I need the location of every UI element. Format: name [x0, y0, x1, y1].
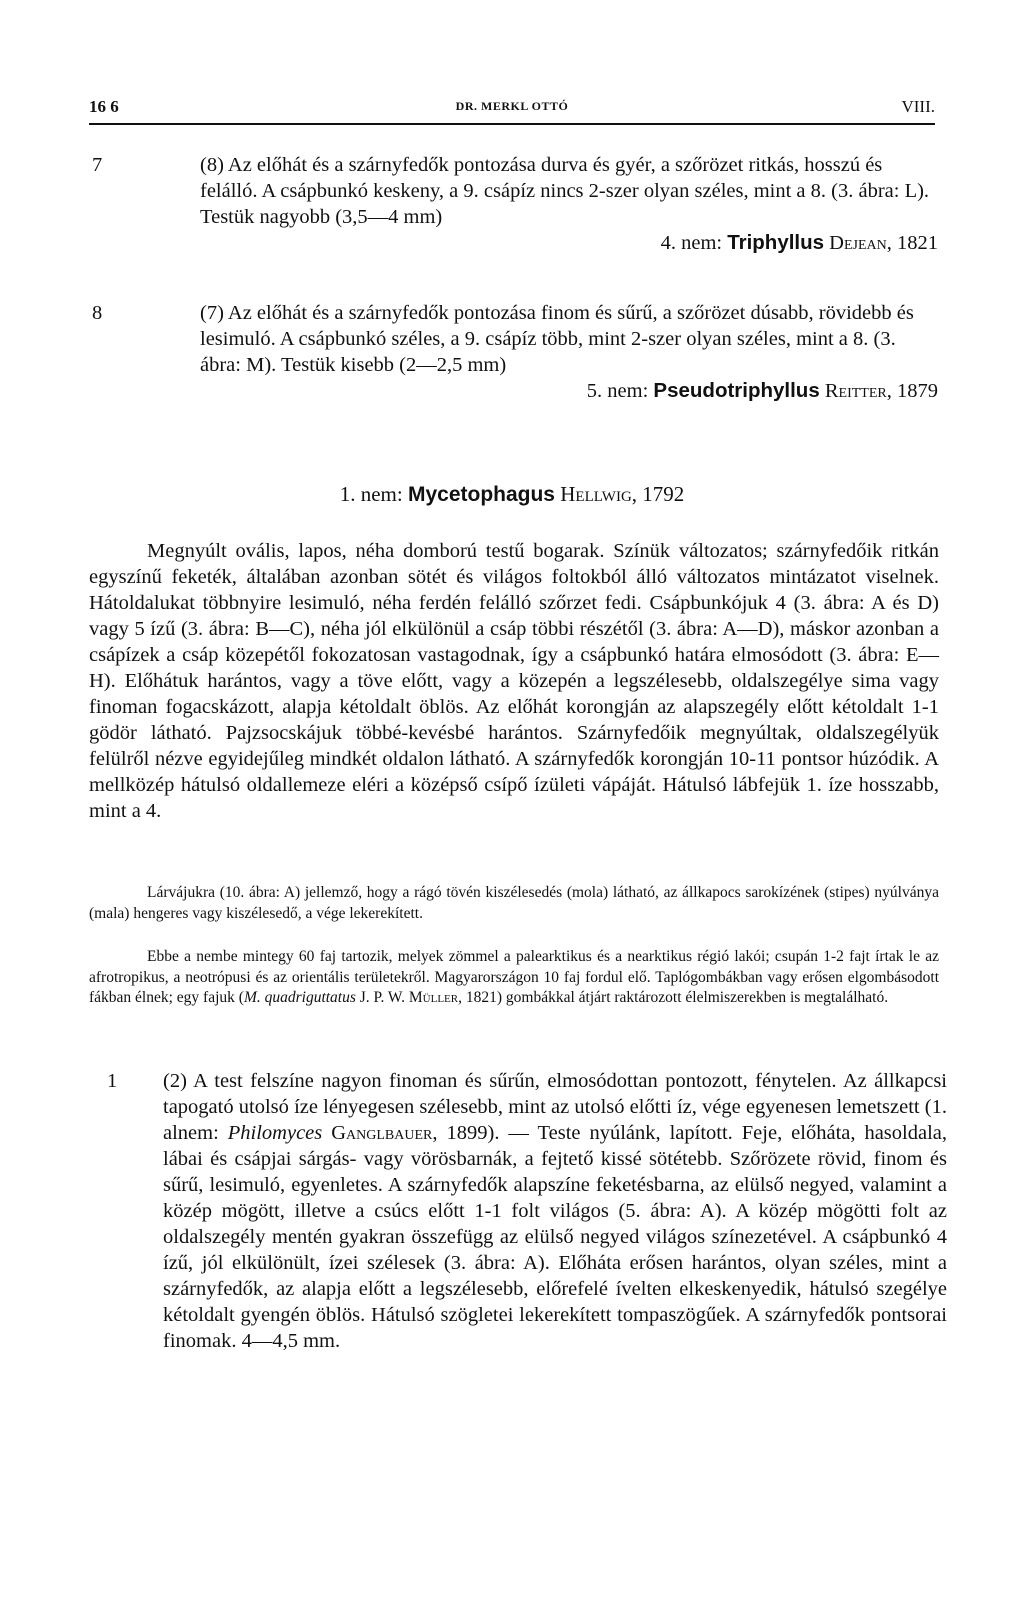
species-note-rest: , 1821) gombákkal átjárt raktározott élelmiszerekben is megtalálható. — [458, 989, 889, 1006]
couplet-description: (7) Az előhát és a szárnyfedők pontozása finom és sűrű, a szőrözet dúsabb, rövidebb és lesimuló. A csápbunkó széles, a 9. csápíz több, mint 2-szer olyan széles, mint a 8. (3. ábra: M). Testük kisebb (2—2,5 mm) — [200, 302, 914, 376]
species-author: Müller — [408, 989, 459, 1006]
result-prefix: 4. nem: — [660, 232, 728, 254]
part-number: VIII. — [901, 97, 935, 116]
genus-year: , 1821 — [886, 232, 938, 254]
heading-year: , 1792 — [631, 482, 685, 506]
genus-description: Megnyúlt ovális, lapos, néha domború testű bogarak. Színük változatos; szárnyfedőik ritkán egyszínű feketék, általában azonban sötét és világos foltokból álló változatos mintázatot viselnek. Hátoldalukat többnyire lesimuló, néha ferdén felálló szőrzet fedi. Csápbunkójuk 4 (3. ábra: A és D) vagy 5 ízű (3. ábra: B—C), néha jól elkülönül a csáp többi részétől (3. ábra: A—D), máskor azonban a csápízek a csáp közepétől fokozatosan vastagodnak, így a csápbunkó határa elmosódott (3. ábra: E—H). Előhátuk harántos, vagy a töve előtt, vagy a közepén a legszélesebb, oldalszegélye sima vagy finoman fogacskázott, alapja kétoldalt öblös. Az előhát korongján az alapszegély előtt kétoldalt 1-1 gödör látható. Pajzsocskájuk többé-kevésbé harántos. Szárnyfedőik megnyúltak, oldalszegélyük felülről nézve egyidejűleg mindkét oldalon látható. A szárnyfedők korongján 10-11 pontsor húzódik. A mellközép hátulsó oldallemeze eléri a középső csípő ízületi vápáját. Hátulsó lábfejük 1. íze hosszabb, mint a 4. — [89, 540, 939, 822]
heading-author: Hellwig — [560, 482, 632, 506]
couplet-result — [200, 230, 938, 256]
key-entry-1 — [107, 1068, 947, 1354]
couplet-text — [200, 152, 938, 256]
species-note-text: Ebbe a nembe mintegy 60 faj tartozik, melyek zömmel a palearktikus és a nearktikus régió lakói; csupán 1-2 fajt írtak le az afrotropikus, a neotrópusi és az orientális területekről. Magyarországon 10 faj fordul elő. Taplógombákban vagy erősen elgombásodott fákban élnek; egy fajuk ( — [89, 948, 939, 1006]
couplet-text — [200, 300, 938, 404]
genus-name: Triphyllus — [727, 231, 825, 254]
genus-year: , 1879 — [886, 380, 938, 402]
result-prefix: 5. nem: — [586, 380, 654, 402]
subgenus-author: Ganglbauer — [331, 1122, 433, 1144]
key-text-a: (2) A test felszíne nagyon finoman és sűrűn, elmosódottan pontozott, fénytelen. Az állkapcsi tapogató utolsó íze lényegesen szélesebb, mint az utolsó előtti íz, vége egyenesen lemetszett (1. alnem: — [163, 1070, 947, 1144]
couplet-description: (8) Az előhát és a szárnyfedők pontozása durva és gyér, a szőrözet ritkás, hosszú és felálló. A csápbunkó keskeny, a 9. csápíz nincs 2-szer olyan széles, mint a 8. (3. ábra: L). Testük nagyobb (3,5—4 mm) — [200, 154, 930, 228]
species-name: M. quadriguttatus — [243, 989, 356, 1006]
couplet-number: 7 — [92, 154, 103, 176]
key-text-b: , 1899). — Teste nyúlánk, lapított. Feje, előháta, hasoldala, lábai és csápjai sárgás- vagy vörösbarnák, a fejtető kissé sötétebb. Szőrözete rövid, finom és sűrű, lesimuló, egyenletes. A szárnyfedők alapszíne feketésbarna, az elülső negyed, valamint a közép mögött, illetve a csúcs előtt 1-1 folt világos (5. ábra: A). A közép mögötti folt az oldalszegély mentén gyakran összefügg az elülső negyed világos színezetével. A csápbunkó 4 ízű, jól elkülönült, ízei szélesek (3. ábra: A). Előháta erősen harántos, olyan széles, mint a szárnyfedők, az alapja előtt a legszélesebb, előrefelé ívelten elkeskenyedik, hátulsó szegélye kétoldalt gyengén öblös. Hátulsó szögletei lekerekített tompaszögűek. A szárnyfedők pontsorai finomak. 4—4,5 mm. — [163, 1122, 948, 1352]
genus-heading — [0, 482, 1024, 507]
key-couplet-7 — [92, 152, 938, 256]
subgenus-name: Philomyces — [227, 1122, 323, 1144]
larva-note: Lárvájukra (10. ábra: A) jellemző, hogy a rágó tövén kiszélesedés (mola) látható, az állkapocs sarokízének (stipes) nyúlványa (mala) hengeres vagy kiszélesedő, a vége lekerekített. — [89, 884, 939, 922]
genus-name: Pseudotriphyllus — [653, 379, 820, 402]
couplet-result — [200, 378, 938, 404]
heading-genus: Mycetophagus — [407, 483, 555, 506]
species-author-initials: J. P. W. — [355, 989, 409, 1006]
genus-author: Reitter — [824, 380, 887, 402]
couplet-number: 8 — [92, 302, 103, 324]
genus-author: Dejean — [829, 232, 887, 254]
page-number: 16 6 — [89, 97, 119, 116]
key-couplet-8 — [92, 300, 938, 404]
running-title: DR. MERKL OTTÓ — [455, 99, 569, 113]
heading-prefix: 1. nem: — [339, 482, 408, 506]
key-number: 1 — [107, 1070, 118, 1092]
key-text — [163, 1068, 947, 1354]
species-note — [89, 947, 939, 1009]
page-header — [89, 93, 935, 125]
